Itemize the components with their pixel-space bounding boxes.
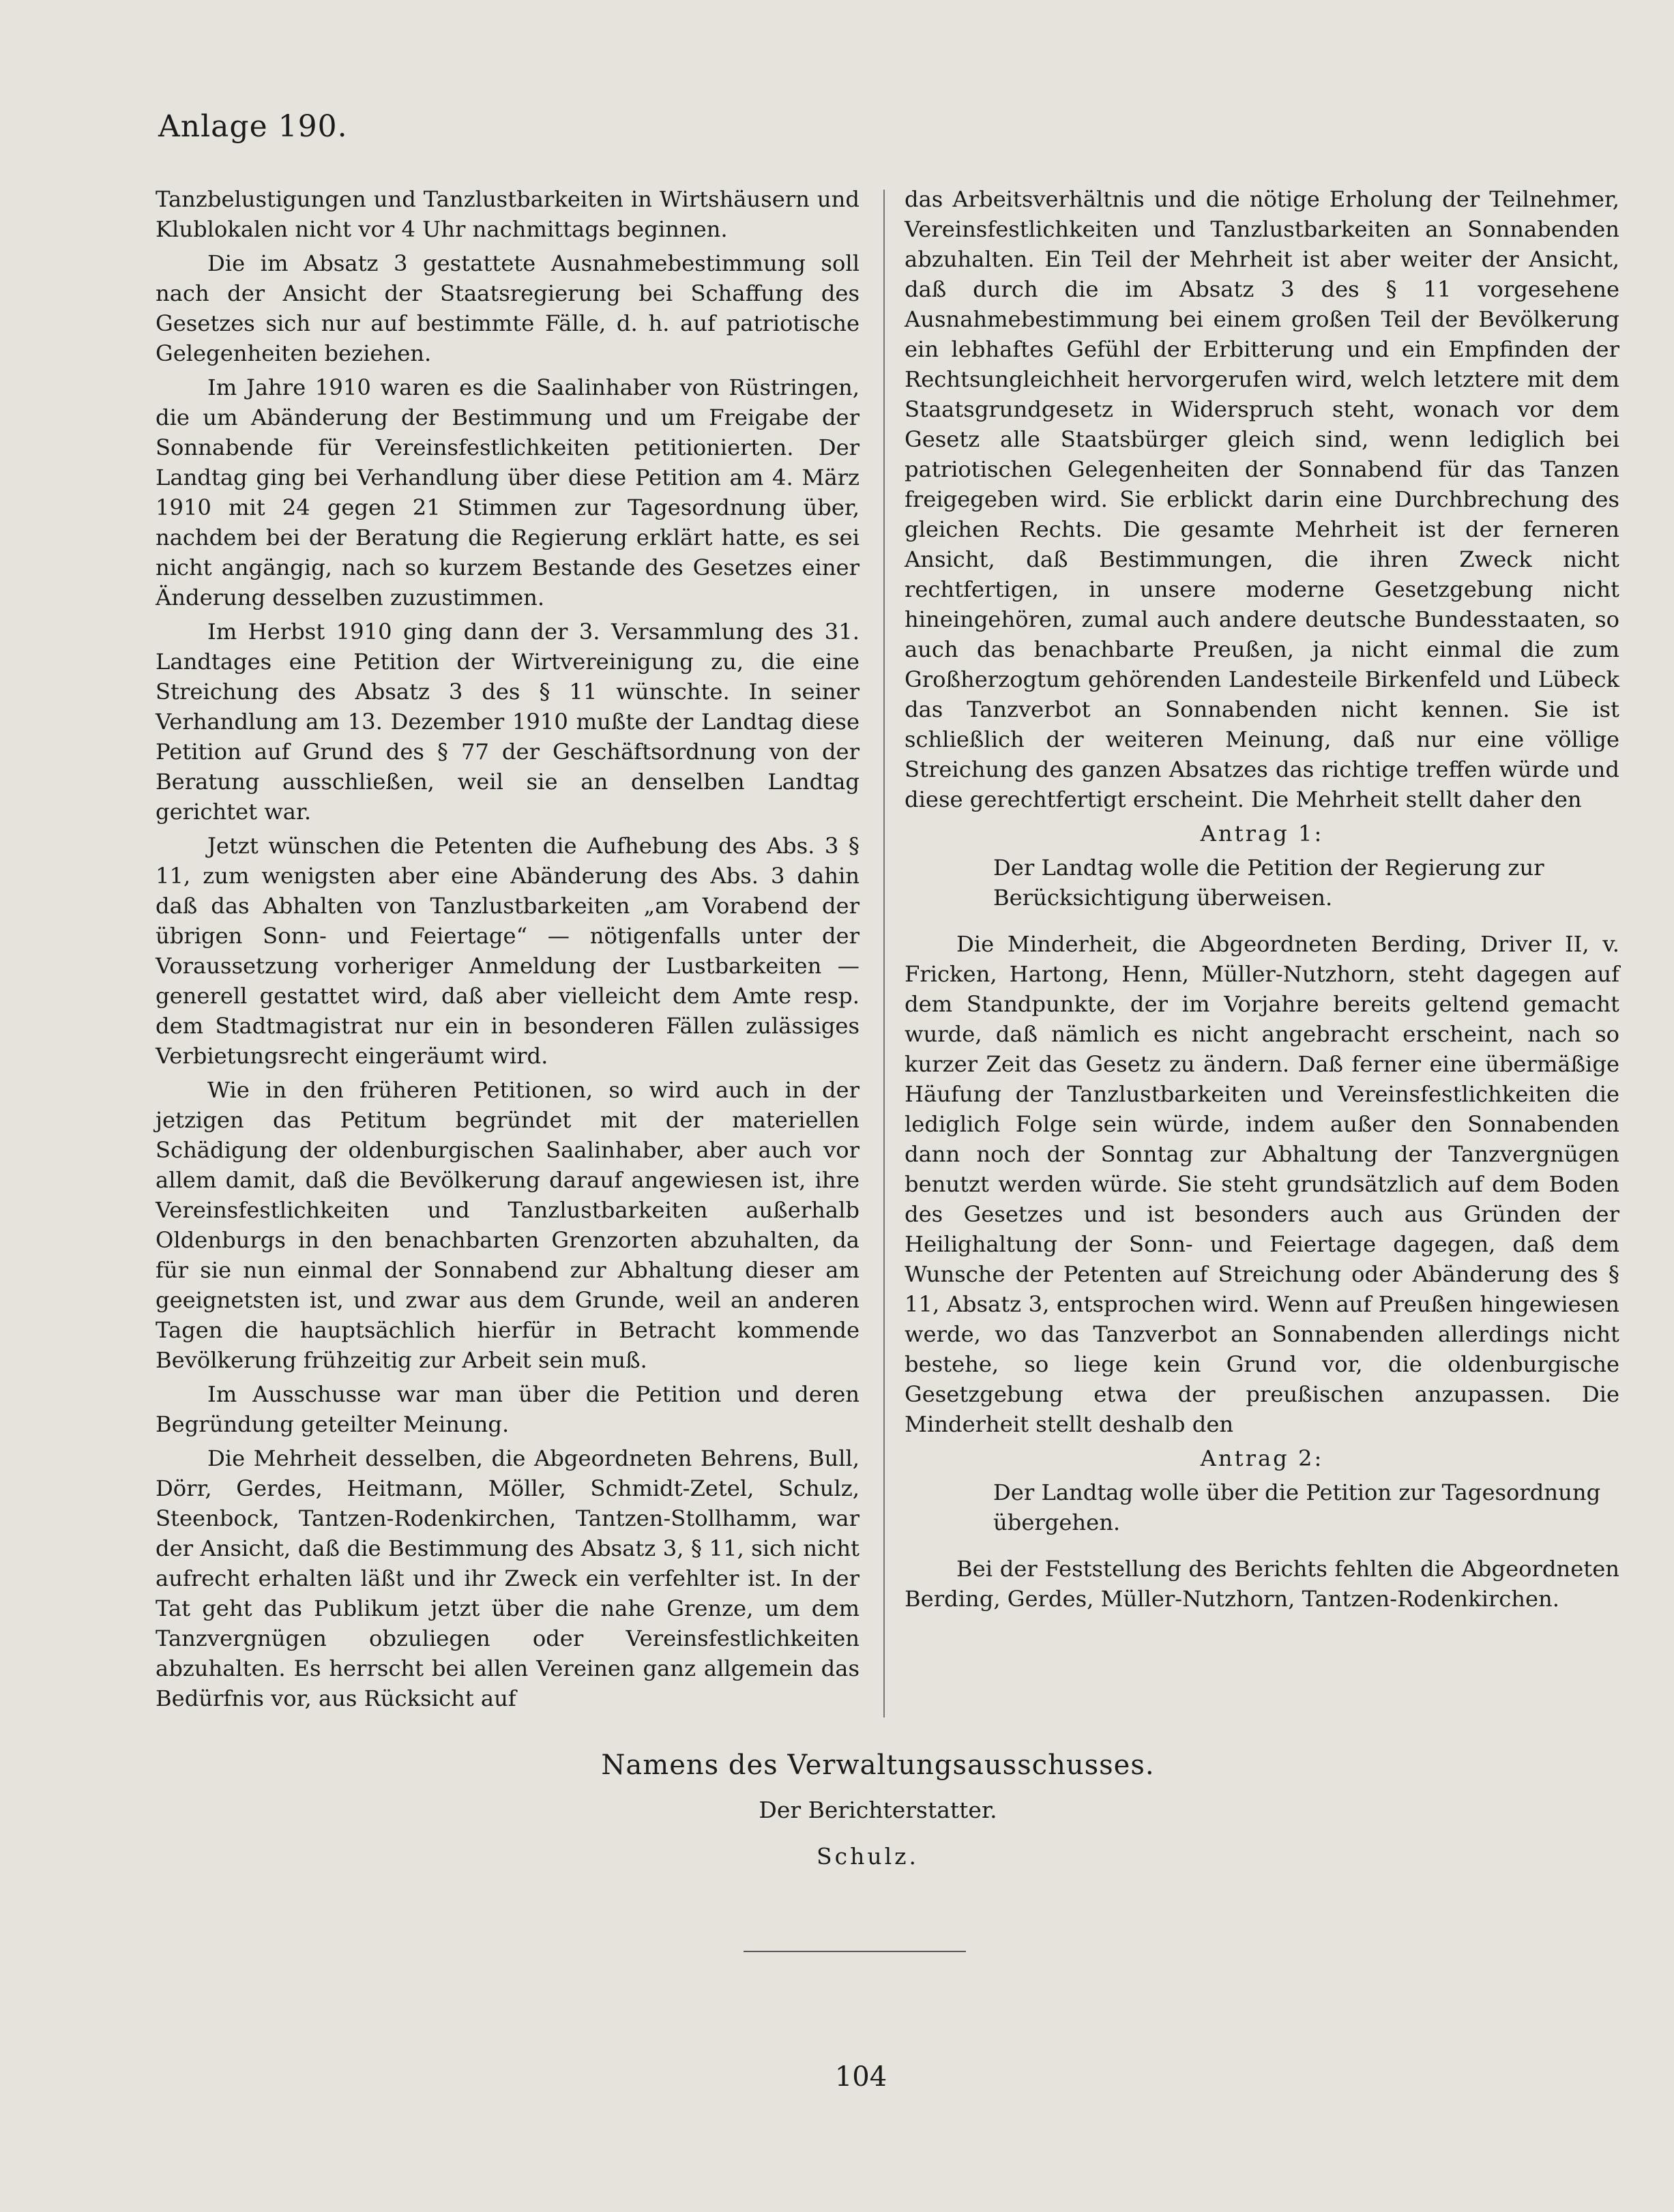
left-text-column [156, 184, 860, 1717]
column-divider [883, 190, 885, 1717]
paragraph: Im Ausschusse war man über die Petition und deren Begründung geteilter Meinung. [156, 1381, 860, 1437]
paragraph: Im Jahre 1910 waren es die Saalinhaber von Rüstringen, die um Abänderung der Bestimmung und um Freigabe der Sonnabende für Vereinsfestlichkeiten petitionierten. Der Landtag ging bei Verhandlung über diese Petition am 4. März 1910 mit 24 gegen 21 Stimmen zur Tagesordnung über, nachdem bei der Beratung die Regierung erklärt hatte, es sei nicht angängig, nach so kurzem Bestande des Gesetzes einer Änderung desselben zuzustimmen. [156, 374, 860, 610]
paragraph: Die im Absatz 3 gestattete Ausnahmebestimmung soll nach der Ansicht der Staatsregierung bei Schaffung des Gesetzes sich nur auf bestimmte Fälle, d. h. auf patriotische Gelegenheiten beziehen. [156, 250, 860, 366]
signature-role: Der Berichterstatter. [759, 1797, 997, 1823]
page-header-title: Anlage 190. [158, 109, 348, 144]
paragraph: Wie in den früheren Petitionen, so wird auch in der jetzigen das Petitum begründet mit der materiellen Schädigung der oldenburgischen Saalinhaber, aber auch vor allem damit, daß die Bevölkerung darauf angewiesen ist, ihre Vereinsfestlichkeiten und Tanzlustbarkeiten außerhalb Oldenburgs in den benachbarten Grenzorten abzuhalten, da für sie nun einmal der Sonnabend zur Abhaltung dieser am geeignetsten ist, und zwar aus dem Grunde, weil an anderen Tagen die hauptsächlich hierfür in Betracht kommende Bevölkerung frühzeitig zur Arbeit sein muß. [156, 1077, 860, 1373]
paragraph: Jetzt wünschen die Petenten die Aufhebung des Abs. 3 § 11, zum wenigsten aber eine Abänderung des Abs. 3 dahin daß das Abhalten von Tanzlustbarkeiten „am Vorabend der übrigen Sonn- und Feiertage“ — nötigenfalls unter der Voraussetzung vorheriger Anmeldung der Lustbarkeiten — generell gestattet wird, daß aber vielleicht dem Amte resp. dem Stadtmagistrat nur ein in besonderen Fällen zulässiges Verbietungsrecht eingeräumt wird. [156, 833, 860, 1069]
antrag-2-text: Der Landtag wolle über die Petition zur Tagesordnung übergehen. [993, 1479, 1601, 1535]
antrag-1-text: Der Landtag wolle die Petition der Regierung zur Berücksichtigung überweisen. [993, 855, 1544, 911]
signature-block [0, 1743, 1674, 1881]
signature-name: Schulz. [816, 1843, 920, 1870]
paragraph: Bei der Feststellung des Berichts fehlten die Abgeordneten Berding, Gerdes, Müller-Nutzhorn, Tantzen-Rodenkirchen. [905, 1556, 1619, 1612]
page-number: 104 [834, 2061, 887, 2093]
antrag-2-heading: Antrag 2: [1200, 1445, 1324, 1471]
signature-committee: Namens des Verwaltungsausschusses. [601, 1750, 1155, 1781]
paragraph: Im Herbst 1910 ging dann der 3. Versammlung des 31. Landtages eine Petition der Wirtvereinigung zu, die eine Streichung des Absatz 3 des § 11 wünschte. In seiner Verhandlung am 13. Dezember 1910 mußte der Landtag diese Petition auf Grund des § 77 der Geschäftsordnung von der Beratung ausschließen, weil sie an denselben Landtag gerichtet war. [156, 619, 860, 825]
footer-rule [744, 1951, 966, 1952]
right-text-column [905, 184, 1619, 1618]
paragraph: Die Mehrheit desselben, die Abgeordneten Behrens, Bull, Dörr, Gerdes, Heitmann, Möller, Schmidt-Zetel, Schulz, Steenbock, Tantzen-Rodenkirchen, Tantzen-Stollhamm, war der Ansicht, daß die Bestimmung des Absatz 3, § 11, sich nicht aufrecht erhalten läßt und ihr Zweck ein verfehlter ist. In der Tat geht das Publikum jetzt über die nahe Grenze, um dem Tanzvergnügen obzuliegen oder Vereinsfestlichkeiten abzuhalten. Es herrscht bei allen Vereinen ganz allgemein das Bedürfnis vor, aus Rücksicht auf [156, 1445, 860, 1711]
antrag-1-heading: Antrag 1: [1200, 821, 1324, 846]
paragraph: Tanzbelustigungen und Tanzlustbarkeiten in Wirtshäusern und Klublokalen nicht vor 4 Uhr nachmittags beginnen. [156, 186, 860, 242]
paragraph: das Arbeitsverhältnis und die nötige Erholung der Teilnehmer, Vereinsfestlichkeiten und Tanzlustbarkeiten an Sonnabenden abzuhalten. Ein Teil der Mehrheit ist aber weiter der Ansicht, daß durch die im Absatz 3 des § 11 vorgesehene Ausnahmebestimmung bei einem großen Teil der Bevölkerung ein lebhaftes Gefühl der Erbitterung und ein Empfinden der Rechtsungleichheit hervorgerufen wird, welch letztere mit dem Staatsgrundgesetz in Widerspruch steht, wonach vor dem Gesetz alle Staatsbürger gleich sind, wenn lediglich bei patriotischen Gelegenheiten der Sonnabend für das Tanzen freigegeben wird. Sie erblickt darin eine Durchbrechung des gleichen Rechts. Die gesamte Mehrheit ist der ferneren Ansicht, daß Bestimmungen, die ihren Zweck nicht rechtfertigen, in unsere moderne Gesetzgebung nicht hineingehören, zumal auch andere deutsche Bundesstaaten, so auch das benachbarte Preußen, ja nicht einmal die zum Großherzogtum gehörenden Landesteile Birkenfeld und Lübeck das Tanzverbot an Sonnabenden nicht kennen. Sie ist schließlich der weiteren Meinung, daß nur eine völlige Streichung des ganzen Absatzes das richtige treffen würde und diese gerechtfertigt erscheint. Die Mehrheit stellt daher den [905, 186, 1619, 812]
paragraph: Die Minderheit, die Abgeordneten Berding, Driver II, v. Fricken, Hartong, Henn, Müller-Nutzhorn, steht dagegen auf dem Standpunkte, der im Vorjahre bereits geltend gemacht wurde, daß nämlich es nicht angebracht erscheint, nach so kurzer Zeit das Gesetz zu ändern. Daß ferner eine übermäßige Häufung der Tanzlustbarkeiten und Vereinsfestlichkeiten die lediglich Folge sein würde, indem außer den Sonnabenden dann noch der Sonntag zur Abhaltung der Tanzvergnügen benutzt werden würde. Sie steht grundsätzlich auf dem Boden des Gesetzes und ist besonders auch aus Gründen der Heilighaltung der Sonn- und Feiertage dagegen, daß dem Wunsche der Petenten auf Streichung oder Abänderung des § 11, Absatz 3, entsprochen wird. Wenn auf Preußen hingewiesen werde, wo das Tanzverbot an Sonnabenden allerdings nicht bestehe, so liege kein Grund vor, die oldenburgische Gesetzgebung etwa der preußischen anzupassen. Die Minderheit stellt deshalb den [905, 931, 1619, 1437]
